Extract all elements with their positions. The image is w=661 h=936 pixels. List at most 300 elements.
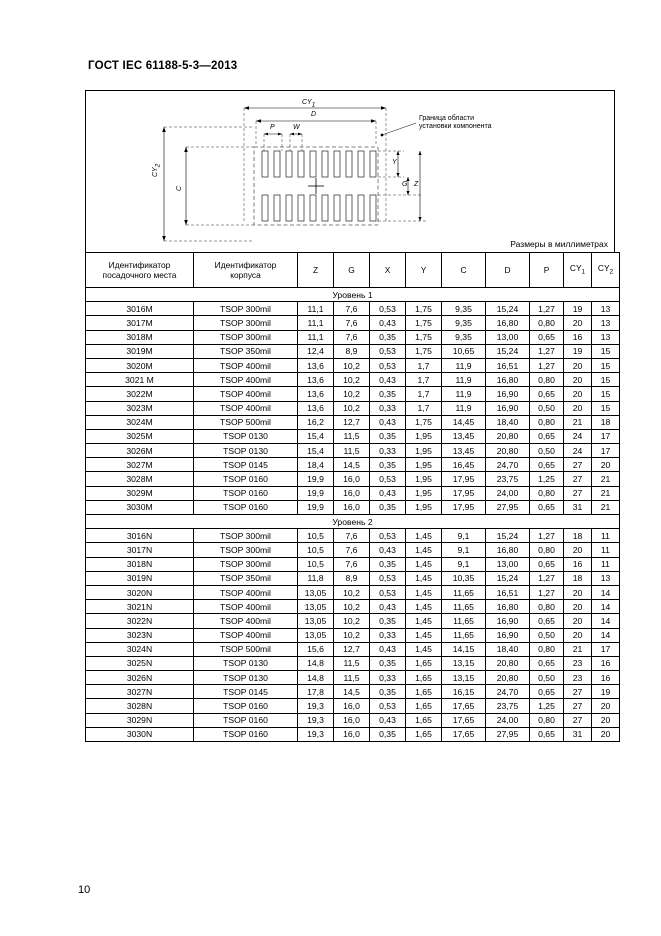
table-cell: 27 xyxy=(564,713,592,727)
table-cell: 0,43 xyxy=(370,316,406,330)
table-cell: 1,7 xyxy=(406,373,442,387)
table-cell: TSOP 0145 xyxy=(194,458,298,472)
table-cell: 16,0 xyxy=(334,500,370,514)
table-cell: 15,24 xyxy=(486,571,530,585)
column-header-x: X xyxy=(370,253,406,288)
table-cell: 27 xyxy=(564,486,592,500)
table-cell: 3030N xyxy=(86,727,194,741)
table-cell: 12,7 xyxy=(334,642,370,656)
table-cell: 20,80 xyxy=(486,671,530,685)
table-cell: 16,45 xyxy=(442,458,486,472)
table-cell: 24,00 xyxy=(486,713,530,727)
table-cell: 11,1 xyxy=(298,316,334,330)
table-cell: 20 xyxy=(564,543,592,557)
table-cell: 9,35 xyxy=(442,316,486,330)
table-cell: 10,2 xyxy=(334,358,370,372)
table-cell: 16,0 xyxy=(334,713,370,727)
table-cell: 20,80 xyxy=(486,656,530,670)
table-row xyxy=(86,373,620,387)
table-cell: 14 xyxy=(592,614,620,628)
table-cell: 17,65 xyxy=(442,699,486,713)
table-cell: 9,1 xyxy=(442,529,486,543)
footprint-diagram xyxy=(85,90,615,252)
table-cell: 20 xyxy=(592,727,620,741)
table-cell: 21 xyxy=(564,642,592,656)
table-cell: 21 xyxy=(592,472,620,486)
table-cell: 3025N xyxy=(86,656,194,670)
table-cell: 13,15 xyxy=(442,671,486,685)
table-cell: 14,45 xyxy=(442,415,486,429)
table-cell: 24,70 xyxy=(486,685,530,699)
table-cell: TSOP 350mil xyxy=(194,571,298,585)
table-row xyxy=(86,557,620,571)
table-cell: 9,1 xyxy=(442,557,486,571)
table-row xyxy=(86,429,620,443)
table-cell: 17 xyxy=(592,642,620,656)
table-cell: TSOP 400mil xyxy=(194,585,298,599)
table-cell: 0,80 xyxy=(530,543,564,557)
dimension-label-w: W xyxy=(293,124,300,131)
table-cell: 15 xyxy=(592,401,620,415)
table-row xyxy=(86,614,620,628)
table-cell: 1,27 xyxy=(530,571,564,585)
table-cell: 1,7 xyxy=(406,401,442,415)
table-cell: 0,53 xyxy=(370,699,406,713)
table-cell: 14,8 xyxy=(298,671,334,685)
table-cell: 31 xyxy=(564,500,592,514)
table-row xyxy=(86,330,620,344)
table-cell: 16,80 xyxy=(486,316,530,330)
table-cell: 0,80 xyxy=(530,373,564,387)
table-cell: TSOP 0160 xyxy=(194,472,298,486)
table-cell: 1,45 xyxy=(406,571,442,585)
table-cell: TSOP 400mil xyxy=(194,358,298,372)
column-header-g: G xyxy=(334,253,370,288)
dimension-label-cy1: CY1 xyxy=(302,99,316,109)
table-cell: 20 xyxy=(564,585,592,599)
table-body xyxy=(86,288,620,742)
table-cell: 0,65 xyxy=(530,656,564,670)
table-cell: 3021N xyxy=(86,600,194,614)
table-cell: 16,0 xyxy=(334,727,370,741)
table-cell: 15,4 xyxy=(298,444,334,458)
table-cell: 11,9 xyxy=(442,373,486,387)
table-cell: 23,75 xyxy=(486,472,530,486)
table-cell: 0,43 xyxy=(370,415,406,429)
table-cell: 3029N xyxy=(86,713,194,727)
table-cell: 20 xyxy=(564,316,592,330)
table-cell: 11,5 xyxy=(334,671,370,685)
table-cell: 14,8 xyxy=(298,656,334,670)
table-cell: 20 xyxy=(564,373,592,387)
table-cell: 0,35 xyxy=(370,685,406,699)
table-cell: 14 xyxy=(592,628,620,642)
table-cell: 11,9 xyxy=(442,358,486,372)
table-cell: 1,75 xyxy=(406,415,442,429)
table-cell: 1,45 xyxy=(406,628,442,642)
table-cell: 27 xyxy=(564,699,592,713)
table-cell: 0,53 xyxy=(370,571,406,585)
table-cell: TSOP 0145 xyxy=(194,685,298,699)
table-cell: 15 xyxy=(592,373,620,387)
table-cell: TSOP 0130 xyxy=(194,671,298,685)
table-cell: 0,65 xyxy=(530,429,564,443)
table-cell: 27 xyxy=(564,472,592,486)
table-cell: TSOP 300mil xyxy=(194,557,298,571)
table-row xyxy=(86,727,620,741)
table-cell: 3017N xyxy=(86,543,194,557)
table-cell: 11,65 xyxy=(442,628,486,642)
table-cell: 19,3 xyxy=(298,713,334,727)
dimension-label-g: G xyxy=(402,181,408,188)
table-cell: 16 xyxy=(592,671,620,685)
table-cell: 14,5 xyxy=(334,458,370,472)
table-cell: 9,35 xyxy=(442,302,486,316)
table-cell: 0,80 xyxy=(530,600,564,614)
table-cell: 0,33 xyxy=(370,671,406,685)
table-cell: 1,7 xyxy=(406,358,442,372)
table-cell: 0,43 xyxy=(370,543,406,557)
table-row xyxy=(86,444,620,458)
table-cell: 0,50 xyxy=(530,401,564,415)
table-cell: 27,95 xyxy=(486,727,530,741)
table-cell: 19,9 xyxy=(298,486,334,500)
table-cell: 16,2 xyxy=(298,415,334,429)
table-cell: 16,80 xyxy=(486,543,530,557)
boundary-callout-line2: установки компонента xyxy=(419,123,492,130)
table-cell: 15,24 xyxy=(486,344,530,358)
table-cell: 18 xyxy=(592,415,620,429)
table-cell: 1,45 xyxy=(406,543,442,557)
table-cell: 3023N xyxy=(86,628,194,642)
table-cell: 13,45 xyxy=(442,444,486,458)
table-cell: 1,75 xyxy=(406,330,442,344)
table-cell: 1,27 xyxy=(530,585,564,599)
table-cell: 3017M xyxy=(86,316,194,330)
table-cell: 7,6 xyxy=(334,543,370,557)
table-cell: 3016N xyxy=(86,529,194,543)
table-cell: 19 xyxy=(564,344,592,358)
table-cell: 16 xyxy=(564,330,592,344)
table-cell: 1,65 xyxy=(406,685,442,699)
table-cell: TSOP 0160 xyxy=(194,486,298,500)
table-cell: 0,50 xyxy=(530,671,564,685)
table-row xyxy=(86,600,620,614)
table-cell: 0,53 xyxy=(370,344,406,358)
table-cell: 3018M xyxy=(86,330,194,344)
table-cell: 16,80 xyxy=(486,600,530,614)
table-cell: 13 xyxy=(592,316,620,330)
table-cell: 10,2 xyxy=(334,387,370,401)
table-cell: 18,40 xyxy=(486,415,530,429)
table-cell: 19,9 xyxy=(298,500,334,514)
table-cell: 16,90 xyxy=(486,387,530,401)
table-cell: 13,6 xyxy=(298,373,334,387)
table-cell: 20 xyxy=(592,458,620,472)
table-cell: 3016M xyxy=(86,302,194,316)
column-header-footprint-id: Идентификатор посадочного места xyxy=(86,253,194,288)
table-row xyxy=(86,344,620,358)
table-cell: 17,95 xyxy=(442,472,486,486)
table-cell: 0,53 xyxy=(370,302,406,316)
table-cell: 15,6 xyxy=(298,642,334,656)
dimension-units-note: Размеры в миллиметрах xyxy=(510,239,608,249)
table-row xyxy=(86,358,620,372)
table-cell: TSOP 400mil xyxy=(194,628,298,642)
table-cell: 1,45 xyxy=(406,600,442,614)
dimension-label-p: P xyxy=(270,124,275,131)
table-cell: 11,5 xyxy=(334,444,370,458)
table-cell: TSOP 500mil xyxy=(194,642,298,656)
table-cell: 0,80 xyxy=(530,415,564,429)
table-cell: TSOP 300mil xyxy=(194,330,298,344)
table-cell: 7,6 xyxy=(334,330,370,344)
table-cell: 13 xyxy=(592,571,620,585)
table-cell: 11,8 xyxy=(298,571,334,585)
table-row xyxy=(86,458,620,472)
table-cell: 15,4 xyxy=(298,429,334,443)
table-cell: 0,80 xyxy=(530,316,564,330)
table-cell: 3027N xyxy=(86,685,194,699)
column-header-y: Y xyxy=(406,253,442,288)
table-cell: 0,33 xyxy=(370,628,406,642)
table-cell: 16,80 xyxy=(486,373,530,387)
table-row xyxy=(86,685,620,699)
table-cell: 1,65 xyxy=(406,671,442,685)
table-cell: TSOP 400mil xyxy=(194,614,298,628)
table-cell: 10,5 xyxy=(298,557,334,571)
table-cell: 16,51 xyxy=(486,358,530,372)
table-cell: 0,65 xyxy=(530,614,564,628)
table-cell: 0,35 xyxy=(370,614,406,628)
table-cell: 20 xyxy=(564,614,592,628)
table-cell: 1,95 xyxy=(406,500,442,514)
boundary-callout-line1: Граница области xyxy=(419,115,474,122)
table-cell: 10,2 xyxy=(334,373,370,387)
table-cell: 11,5 xyxy=(334,429,370,443)
table-cell: 19 xyxy=(592,685,620,699)
table-cell: 19,9 xyxy=(298,472,334,486)
table-cell: 12,4 xyxy=(298,344,334,358)
table-cell: 15 xyxy=(592,387,620,401)
table-cell: 17,8 xyxy=(298,685,334,699)
table-cell: 11 xyxy=(592,529,620,543)
table-cell: 3024N xyxy=(86,642,194,656)
column-header-d: D xyxy=(486,253,530,288)
table-cell: 17,65 xyxy=(442,713,486,727)
table-cell: 11,65 xyxy=(442,600,486,614)
table-cell: TSOP 0130 xyxy=(194,444,298,458)
table-cell: 1,95 xyxy=(406,458,442,472)
table-cell: TSOP 0130 xyxy=(194,429,298,443)
table-cell: 13,00 xyxy=(486,557,530,571)
table-cell: 16,0 xyxy=(334,486,370,500)
table-cell: 0,35 xyxy=(370,330,406,344)
table-cell: 0,43 xyxy=(370,486,406,500)
table-cell: 17,65 xyxy=(442,727,486,741)
table-row xyxy=(86,571,620,585)
table-cell: 16,0 xyxy=(334,699,370,713)
table-cell: 0,50 xyxy=(530,444,564,458)
table-cell: 31 xyxy=(564,727,592,741)
table-row xyxy=(86,656,620,670)
table-cell: 14,5 xyxy=(334,685,370,699)
table-cell: 3019M xyxy=(86,344,194,358)
table-cell: 3028M xyxy=(86,472,194,486)
table-cell: 0,65 xyxy=(530,458,564,472)
dimension-label-y: Y xyxy=(392,159,397,166)
table-cell: 1,95 xyxy=(406,472,442,486)
table-cell: 15 xyxy=(592,344,620,358)
table-cell: 17,95 xyxy=(442,500,486,514)
table-cell: TSOP 300mil xyxy=(194,543,298,557)
column-header-cy2: $CY_2$ xyxy=(592,253,620,288)
table-cell: 1,65 xyxy=(406,656,442,670)
table-cell: 18,4 xyxy=(298,458,334,472)
table-cell: 20 xyxy=(564,401,592,415)
column-header-cy1: $CY_1$ xyxy=(564,253,592,288)
table-cell: 1,45 xyxy=(406,642,442,656)
table-cell: 19 xyxy=(564,302,592,316)
table-cell: 1,27 xyxy=(530,302,564,316)
table-cell: 0,65 xyxy=(530,557,564,571)
table-cell: 10,2 xyxy=(334,614,370,628)
table-row xyxy=(86,529,620,543)
table-cell: 0,33 xyxy=(370,401,406,415)
table-header-row xyxy=(86,253,620,288)
table-row xyxy=(86,387,620,401)
table-cell: 20 xyxy=(592,699,620,713)
table-cell: 0,43 xyxy=(370,600,406,614)
table-cell: 16,90 xyxy=(486,614,530,628)
table-cell: 3030M xyxy=(86,500,194,514)
table-cell: 14 xyxy=(592,600,620,614)
table-cell: 3020M xyxy=(86,358,194,372)
table-cell: 1,65 xyxy=(406,713,442,727)
table-cell: 13,05 xyxy=(298,600,334,614)
table-cell: TSOP 400mil xyxy=(194,600,298,614)
table-cell: 0,80 xyxy=(530,642,564,656)
table-cell: 0,43 xyxy=(370,642,406,656)
table-cell: 1,25 xyxy=(530,699,564,713)
table-cell: 0,35 xyxy=(370,387,406,401)
table-cell: 1,75 xyxy=(406,316,442,330)
table-cell: 0,53 xyxy=(370,529,406,543)
table-cell: 0,33 xyxy=(370,444,406,458)
table-cell: 24 xyxy=(564,429,592,443)
table-cell: TSOP 0160 xyxy=(194,699,298,713)
table-cell: 0,53 xyxy=(370,472,406,486)
table-cell: 13 xyxy=(592,330,620,344)
table-cell: 0,65 xyxy=(530,330,564,344)
table-cell: TSOP 0160 xyxy=(194,713,298,727)
table-cell: 27 xyxy=(564,685,592,699)
table-cell: 8,9 xyxy=(334,571,370,585)
table-cell: 10,2 xyxy=(334,600,370,614)
table-cell: 1,7 xyxy=(406,387,442,401)
table-cell: 0,65 xyxy=(530,685,564,699)
table-cell: 16,0 xyxy=(334,472,370,486)
table-cell: TSOP 400mil xyxy=(194,387,298,401)
table-cell: 3029M xyxy=(86,486,194,500)
footprint-diagram-svg xyxy=(86,91,616,253)
table-cell: 1,65 xyxy=(406,727,442,741)
table-cell: 11,9 xyxy=(442,401,486,415)
table-cell: TSOP 300mil xyxy=(194,302,298,316)
table-cell: 20,80 xyxy=(486,429,530,443)
table-cell: 14 xyxy=(592,585,620,599)
table-cell: 3019N xyxy=(86,571,194,585)
table-cell: 10,35 xyxy=(442,571,486,585)
table-cell: 1,75 xyxy=(406,344,442,358)
table-cell: 13,05 xyxy=(298,614,334,628)
document-standard-header: ГОСТ IEC 61188-5-3—2013 xyxy=(88,60,238,72)
table-cell: TSOP 500mil xyxy=(194,415,298,429)
table-cell: 23 xyxy=(564,656,592,670)
table-cell: 16,15 xyxy=(442,685,486,699)
table-cell: 1,25 xyxy=(530,472,564,486)
table-cell: 0,80 xyxy=(530,713,564,727)
table-cell: 18 xyxy=(564,529,592,543)
table-cell: 13,45 xyxy=(442,429,486,443)
table-cell: 17 xyxy=(592,429,620,443)
table-cell: 0,35 xyxy=(370,500,406,514)
table-cell: 3025M xyxy=(86,429,194,443)
table-cell: 3022M xyxy=(86,387,194,401)
table-cell: 21 xyxy=(564,415,592,429)
table-cell: 16,90 xyxy=(486,401,530,415)
table-cell: 11 xyxy=(592,543,620,557)
table-row xyxy=(86,415,620,429)
table-cell: 0,80 xyxy=(530,486,564,500)
column-header-p: P xyxy=(530,253,564,288)
table-cell: 19,3 xyxy=(298,699,334,713)
table-cell: 20 xyxy=(592,713,620,727)
column-header-package-id: Идентификатор корпуса xyxy=(194,253,298,288)
table-cell: 20 xyxy=(564,387,592,401)
table-cell: 0,53 xyxy=(370,358,406,372)
table-cell: 24 xyxy=(564,444,592,458)
table-cell: 21 xyxy=(592,486,620,500)
table-row xyxy=(86,472,620,486)
table-cell: 20 xyxy=(564,600,592,614)
table-cell: 3027M xyxy=(86,458,194,472)
table-cell: 18,40 xyxy=(486,642,530,656)
table-cell: 0,65 xyxy=(530,500,564,514)
table-cell: 13,05 xyxy=(298,585,334,599)
table-cell: 0,35 xyxy=(370,727,406,741)
table-cell: 11,9 xyxy=(442,387,486,401)
table-group-title: Уровень 2 xyxy=(86,515,620,529)
table-cell: TSOP 400mil xyxy=(194,373,298,387)
table-cell: 0,43 xyxy=(370,373,406,387)
table-group-title: Уровень 1 xyxy=(86,288,620,302)
table-row xyxy=(86,671,620,685)
table-row xyxy=(86,642,620,656)
table-cell: 3021 M xyxy=(86,373,194,387)
table-cell: 10,2 xyxy=(334,585,370,599)
table-cell: 13,15 xyxy=(442,656,486,670)
table-cell: TSOP 400mil xyxy=(194,401,298,415)
table-cell: 7,6 xyxy=(334,529,370,543)
table-cell: TSOP 300mil xyxy=(194,529,298,543)
table-cell: TSOP 0160 xyxy=(194,500,298,514)
table-cell: 17,95 xyxy=(442,486,486,500)
table-row xyxy=(86,500,620,514)
table-cell: 9,35 xyxy=(442,330,486,344)
table-cell: 0,35 xyxy=(370,656,406,670)
table-cell: 20,80 xyxy=(486,444,530,458)
